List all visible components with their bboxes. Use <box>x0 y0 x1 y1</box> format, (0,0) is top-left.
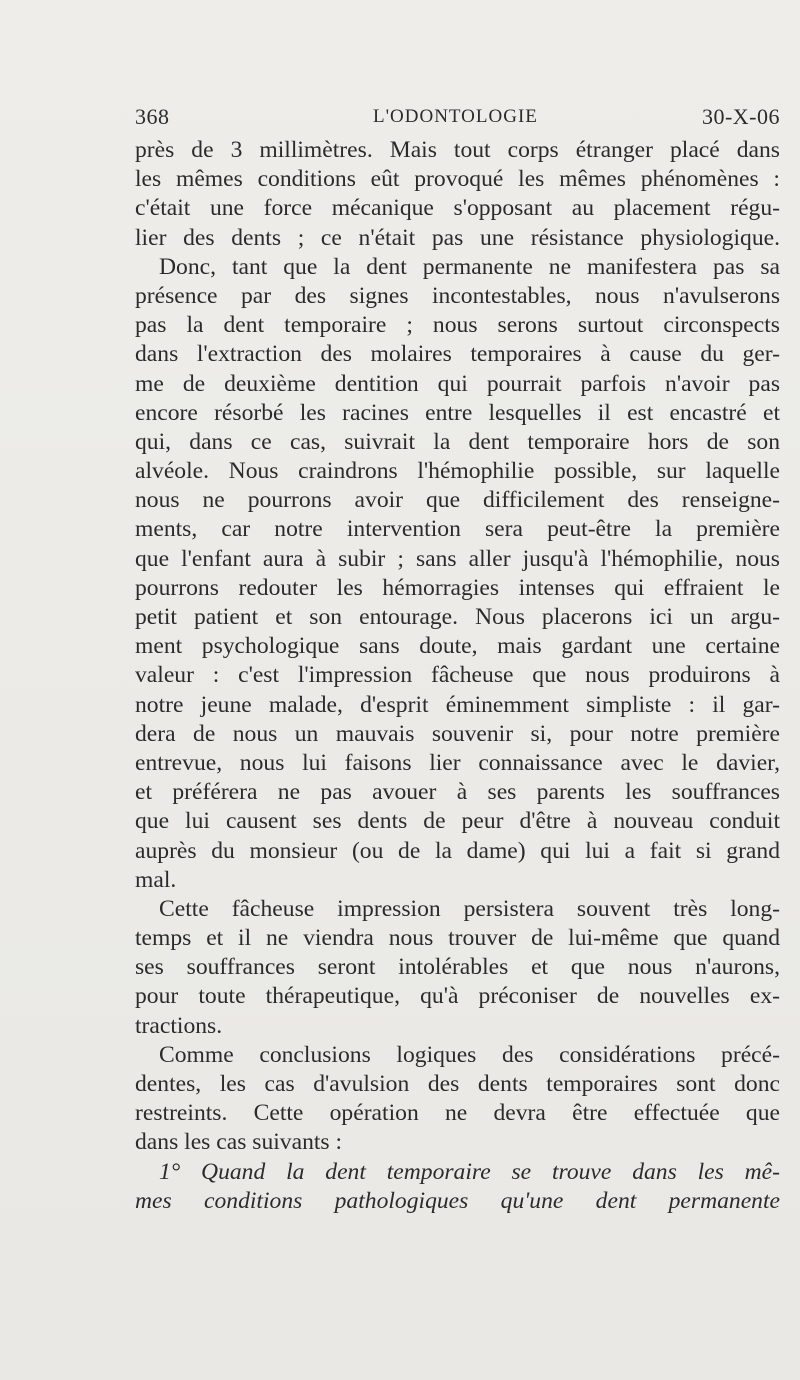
body-text <box>135 136 780 1216</box>
text-line: pas la dent temporaire ; nous serons surtout circonspects <box>135 312 780 339</box>
text-line: mes conditions pathologiques qu'une dent permanente <box>135 1187 780 1214</box>
text-line: entrevue, nous lui faisons lier connaissance avec le davier, <box>135 749 780 776</box>
issue-date: 30-X-06 <box>701 104 780 129</box>
text-line: et préférera ne pas avouer à ses parents les souffrances <box>135 779 780 806</box>
journal-title: L'ODONTOLOGIE <box>373 106 538 127</box>
text-line: c'était une force mécanique s'opposant au placement régu- <box>135 195 780 222</box>
text-line: encore résorbé les racines entre lesquelles il est encastré et <box>135 399 780 426</box>
text-line: lier des dents ; ce n'était pas une résistance physiologique. <box>135 224 780 251</box>
text-line: les mêmes conditions eût provoqué les mêmes phénomènes : <box>135 166 780 193</box>
text-line: dera de nous un mauvais souvenir si, pour notre première <box>135 720 780 747</box>
text-line: restreints. Cette opération ne devra être effectuée que <box>135 1100 780 1127</box>
text-line: petit patient et son entourage. Nous placerons ici un argu- <box>135 604 780 630</box>
running-head <box>135 104 780 134</box>
text-line: qui, dans ce cas, suivrait la dent temporaire hors de son <box>135 428 780 455</box>
text-line: nous ne pourrons avoir que difficilement des renseigne- <box>135 487 780 514</box>
text-line: dentes, les cas d'avulsion des dents temporaires sont donc <box>135 1071 780 1097</box>
text-line: présence par des signes incontestables, nous n'avulserons <box>135 282 780 309</box>
text-line: ses souffrances seront intolérables et que nous n'aurons, <box>135 954 780 981</box>
text-line: Comme conclusions logiques des considérations précé- <box>159 1041 780 1068</box>
text-line: près de 3 millimètres. Mais tout corps étranger placé dans <box>135 137 780 163</box>
text-line: que lui causent ses dents de peur d'être à nouveau conduit <box>135 808 780 835</box>
text-line: temps et il ne viendra nous trouver de lui-même que quand <box>135 925 780 952</box>
text-line: dans l'extraction des molaires temporaires à cause du ger- <box>135 341 780 368</box>
text-line: Donc, tant que la dent permanente ne manifestera pas sa <box>159 253 780 280</box>
text-line: ments, car notre intervention sera peut-être la première <box>135 516 780 543</box>
text-line: Cette fâcheuse impression persistera souvent très long- <box>159 895 780 922</box>
text-line: dans les cas suivants : <box>135 1129 343 1156</box>
text-line: auprès du monsieur (ou de la dame) qui lui a fait si grand <box>135 837 780 864</box>
text-line: ment psychologique sans doute, mais gardant une certaine <box>135 633 780 660</box>
text-line: pourrons redouter les hémorragies intenses qui effraient le <box>135 574 780 601</box>
text-line: me de deuxième dentition qui pourrait parfois n'avoir pas <box>135 370 780 397</box>
text-line: pour toute thérapeutique, qu'à préconiser de nouvelles ex- <box>135 983 780 1010</box>
text-line: valeur : c'est l'impression fâcheuse que nous produirons à <box>135 662 780 689</box>
text-line: 1° Quand la dent temporaire se trouve dans les mê- <box>159 1158 780 1185</box>
text-line: alvéole. Nous craindrons l'hémophilie possible, sur laquelle <box>135 458 780 485</box>
page-number: 368 <box>135 104 170 129</box>
text-line: notre jeune malade, d'esprit éminemment simpliste : il gar- <box>135 691 780 718</box>
text-line: tractions. <box>135 1012 223 1039</box>
text-line: mal. <box>135 866 177 893</box>
text-line: que l'enfant aura à subir ; sans aller jusqu'à l'hémophilie, nous <box>135 545 780 572</box>
